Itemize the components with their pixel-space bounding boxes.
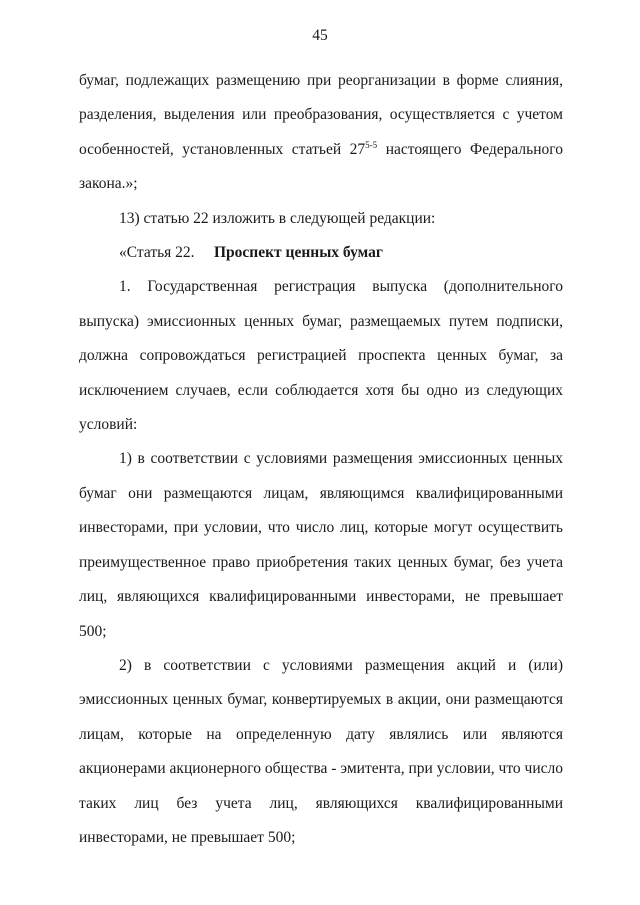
article-number-superscript: 5-5 — [365, 139, 378, 150]
article-clause-1: 1. Государственная регистрация выпуска (дополнительного выпуска) эмиссионных ценных бумаг, размещаемых путем подписки, должна сопровождаться регистрацией проспекта ценных бумаг, за исключением случаев, если соблюдается хотя бы одно из следующих условий: — [79, 278, 563, 434]
paragraph-continuation-end: настоящего Федерального закона.»; — [79, 140, 563, 193]
paragraph-continuation — [79, 64, 563, 202]
article-heading — [79, 236, 563, 270]
article-subclause-1: 1) в соответствии с условиями размещения эмиссионных ценных бумаг они размещаются лицам, являющимся квалифицированными инвесторами, при условии, что число лиц, которые могут осуществить преимущественное право приобретения таких ценных бумаг, без учета лиц, являющихся квалифицированными инвесторами, не превышает 500; — [79, 450, 563, 640]
article-label: «Статья 22. — [119, 244, 195, 262]
document-body — [79, 64, 563, 855]
amendment-item-13: 13) статью 22 изложить в следующей редакции: — [119, 209, 436, 227]
paragraph-continuation-text: бумаг, подлежащих размещению при реорганизации в форме слияния, разделения, выделения или преобразования, осуществляется с учетом особенностей, установленных статьей 27 — [79, 72, 563, 158]
page-number: 45 — [312, 27, 328, 44]
article-name: Проспект ценных бумаг — [214, 244, 383, 262]
article-subclause-2: 2) в соответствии с условиями размещения акций и (или) эмиссионных ценных бумаг, конвертируемых в акции, они размещаются лицам, которые на определенную дату являлись или являются акционерами акционерного общества - эмитента, при условии, что число таких лиц без учета лиц, являющихся квалифицированными инвесторами, не превышает 500; — [79, 656, 563, 846]
